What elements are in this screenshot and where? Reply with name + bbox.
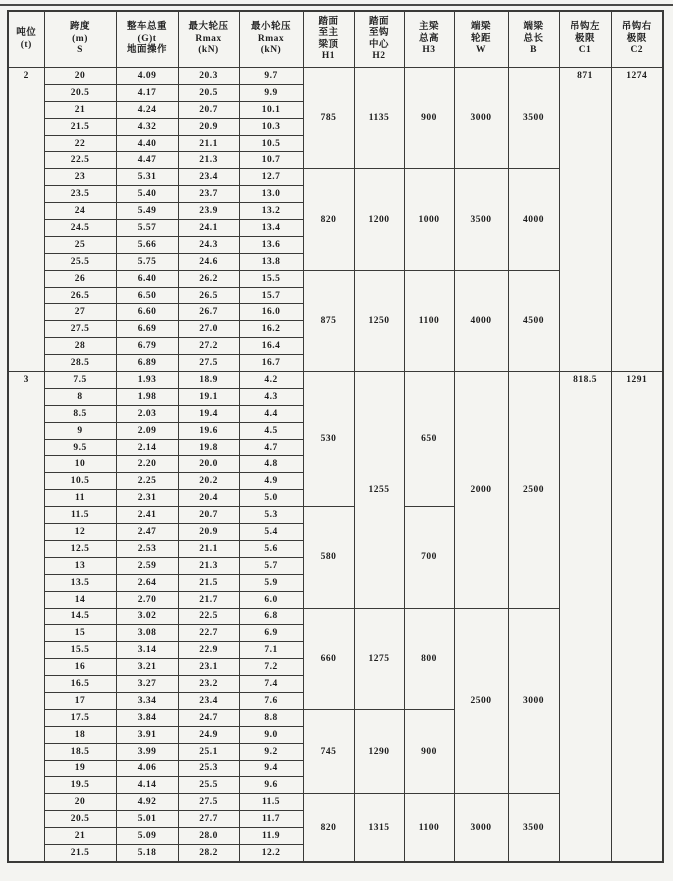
- cell-c1: 871: [559, 68, 611, 372]
- cell-span: 16: [44, 659, 116, 676]
- cell-rmax: 22.5: [178, 608, 239, 625]
- cell-span: 26.5: [44, 287, 116, 304]
- col-header-line: 梁顶: [318, 39, 339, 50]
- cell-b: 2500: [508, 372, 559, 608]
- cell-rmin: 8.8: [239, 709, 303, 726]
- col-header-line: 中心: [368, 39, 389, 50]
- cell-span: 15: [44, 625, 116, 642]
- cell-weight: 4.47: [116, 152, 178, 169]
- col-header-line: 地面操作: [126, 45, 167, 56]
- cell-weight: 2.14: [116, 439, 178, 456]
- cell-span: 21: [44, 828, 116, 845]
- cell-rmax: 23.7: [178, 186, 239, 203]
- cell-span: 24: [44, 203, 116, 220]
- cell-weight: 6.60: [116, 304, 178, 321]
- cell-span: 12: [44, 524, 116, 541]
- cell-rmax: 19.1: [178, 388, 239, 405]
- cell-span: 18: [44, 726, 116, 743]
- cell-weight: 1.93: [116, 372, 178, 389]
- spec-table-header: [8, 11, 663, 68]
- col-header-line: 轮距: [470, 33, 491, 44]
- col-header-total-weight: [116, 11, 178, 68]
- cell-rmax: 27.0: [178, 321, 239, 338]
- cell-h1: 875: [303, 270, 354, 371]
- col-header-span: [44, 11, 116, 68]
- cell-rmax: 25.3: [178, 760, 239, 777]
- cell-h2: 1290: [354, 709, 404, 793]
- cell-rmax: 22.9: [178, 642, 239, 659]
- cell-h1: 745: [303, 709, 354, 793]
- cell-h1: 580: [303, 507, 354, 608]
- cell-weight: 2.53: [116, 540, 178, 557]
- cell-h2: 1255: [354, 372, 404, 608]
- cell-span: 22: [44, 135, 116, 152]
- cell-rmin: 9.4: [239, 760, 303, 777]
- cell-span: 8.5: [44, 405, 116, 422]
- cell-b: 3500: [508, 68, 559, 169]
- cell-weight: 6.50: [116, 287, 178, 304]
- cell-rmin: 11.9: [239, 828, 303, 845]
- cell-span: 22.5: [44, 152, 116, 169]
- col-header-line: C1: [578, 45, 592, 56]
- cell-weight: 3.34: [116, 692, 178, 709]
- header-row: [8, 11, 663, 68]
- cell-weight: 4.06: [116, 760, 178, 777]
- cell-rmin: 7.4: [239, 676, 303, 693]
- col-header-b: [508, 11, 559, 68]
- cell-rmin: 13.2: [239, 203, 303, 220]
- cell-rmax: 20.0: [178, 456, 239, 473]
- cell-span: 25.5: [44, 253, 116, 270]
- cell-rmax: 21.3: [178, 557, 239, 574]
- cell-rmin: 6.0: [239, 591, 303, 608]
- cell-weight: 3.27: [116, 676, 178, 693]
- cell-span: 12.5: [44, 540, 116, 557]
- cell-h1: 785: [303, 68, 354, 169]
- col-header-line: 总高: [418, 33, 439, 44]
- cell-rmin: 5.3: [239, 507, 303, 524]
- cell-span: 17: [44, 692, 116, 709]
- cell-rmax: 23.2: [178, 676, 239, 693]
- cell-h2: 1200: [354, 169, 404, 270]
- cell-rmin: 4.9: [239, 473, 303, 490]
- col-header-line: (G)t: [137, 33, 157, 44]
- cell-span: 15.5: [44, 642, 116, 659]
- cell-weight: 5.40: [116, 186, 178, 203]
- cell-h3: 1100: [404, 794, 454, 862]
- cell-w: 3500: [454, 169, 508, 270]
- col-header-line: H3: [422, 45, 436, 56]
- cell-h2: 1275: [354, 608, 404, 709]
- cell-weight: 6.40: [116, 270, 178, 287]
- cell-rmin: 10.3: [239, 118, 303, 135]
- cell-weight: 5.57: [116, 220, 178, 237]
- cell-rmax: 20.3: [178, 68, 239, 85]
- cell-weight: 6.69: [116, 321, 178, 338]
- cell-rmax: 20.9: [178, 524, 239, 541]
- cell-rmin: 4.7: [239, 439, 303, 456]
- cell-weight: 2.20: [116, 456, 178, 473]
- col-header-w: [454, 11, 508, 68]
- cell-rmin: 4.4: [239, 405, 303, 422]
- cell-rmin: 7.1: [239, 642, 303, 659]
- col-header-line: 踏面: [318, 16, 339, 27]
- cell-rmin: 6.8: [239, 608, 303, 625]
- cell-weight: 4.40: [116, 135, 178, 152]
- cell-w: 2500: [454, 608, 508, 794]
- col-header-line: 极限: [574, 33, 595, 44]
- cell-span: 13.5: [44, 574, 116, 591]
- col-header-line: 端梁: [523, 22, 544, 33]
- cell-rmax: 19.8: [178, 439, 239, 456]
- cell-span: 23.5: [44, 186, 116, 203]
- col-header-line: 吊钩左: [569, 22, 600, 33]
- cell-weight: 4.24: [116, 101, 178, 118]
- cell-weight: 2.59: [116, 557, 178, 574]
- cell-weight: 4.92: [116, 794, 178, 811]
- col-header-line: B: [530, 45, 537, 56]
- col-header-line: 跨度: [69, 22, 90, 33]
- cell-rmin: 13.6: [239, 236, 303, 253]
- col-header-max-wheel-load: [178, 11, 239, 68]
- cell-rmax: 23.1: [178, 659, 239, 676]
- cell-span: 14: [44, 591, 116, 608]
- cell-rmin: 5.4: [239, 524, 303, 541]
- col-header-line: S: [77, 45, 83, 56]
- col-header-line: 踏面: [368, 16, 389, 27]
- cell-rmin: 4.8: [239, 456, 303, 473]
- cell-rmax: 20.2: [178, 473, 239, 490]
- cell-rmax: 23.4: [178, 692, 239, 709]
- cell-span: 10: [44, 456, 116, 473]
- cell-h3: 900: [404, 68, 454, 169]
- cell-rmax: 27.5: [178, 794, 239, 811]
- cell-tonnage: 3: [8, 372, 44, 862]
- cell-rmax: 21.5: [178, 574, 239, 591]
- cell-weight: 3.02: [116, 608, 178, 625]
- cell-span: 20: [44, 794, 116, 811]
- table-row: [8, 68, 663, 85]
- cell-h1: 660: [303, 608, 354, 709]
- col-header-tonnage: [8, 11, 44, 68]
- cell-c1: 818.5: [559, 372, 611, 862]
- cell-w: 2000: [454, 372, 508, 608]
- col-header-line: W: [476, 45, 486, 56]
- col-header-line: 吊钩右: [621, 22, 652, 33]
- table-row: [8, 372, 663, 389]
- cell-rmin: 5.7: [239, 557, 303, 574]
- cell-rmax: 27.7: [178, 811, 239, 828]
- cell-b: 3000: [508, 608, 559, 794]
- cell-span: 14.5: [44, 608, 116, 625]
- cell-span: 26: [44, 270, 116, 287]
- col-header-h3: [404, 11, 454, 68]
- cell-weight: 3.21: [116, 659, 178, 676]
- cell-rmin: 11.7: [239, 811, 303, 828]
- cell-rmin: 15.5: [239, 270, 303, 287]
- cell-rmin: 10.7: [239, 152, 303, 169]
- cell-w: 4000: [454, 270, 508, 371]
- cell-weight: 5.09: [116, 828, 178, 845]
- cell-rmax: 28.2: [178, 844, 239, 861]
- cell-span: 11: [44, 490, 116, 507]
- col-header-line: Rmax: [257, 33, 285, 44]
- cell-span: 13: [44, 557, 116, 574]
- cell-weight: 2.03: [116, 405, 178, 422]
- cell-c2: 1274: [611, 68, 663, 372]
- cell-b: 4000: [508, 169, 559, 270]
- cell-weight: 5.01: [116, 811, 178, 828]
- cell-rmax: 24.3: [178, 236, 239, 253]
- cell-weight: 2.70: [116, 591, 178, 608]
- cell-rmin: 9.0: [239, 726, 303, 743]
- cell-rmax: 20.5: [178, 84, 239, 101]
- cell-weight: 4.32: [116, 118, 178, 135]
- col-header-line: 吨位: [16, 28, 37, 38]
- cell-rmin: 9.2: [239, 743, 303, 760]
- cell-rmin: 12.2: [239, 844, 303, 861]
- cell-h1: 820: [303, 169, 354, 270]
- cell-span: 9: [44, 422, 116, 439]
- cell-rmax: 21.1: [178, 135, 239, 152]
- cell-weight: 3.14: [116, 642, 178, 659]
- cell-rmax: 19.6: [178, 422, 239, 439]
- cell-rmin: 6.9: [239, 625, 303, 642]
- cell-span: 27.5: [44, 321, 116, 338]
- cell-weight: 3.99: [116, 743, 178, 760]
- cell-span: 27: [44, 304, 116, 321]
- cell-span: 7.5: [44, 372, 116, 389]
- cell-rmin: 4.5: [239, 422, 303, 439]
- col-header-line: (t): [20, 39, 32, 50]
- cell-rmin: 7.6: [239, 692, 303, 709]
- cell-span: 19.5: [44, 777, 116, 794]
- cell-rmin: 12.7: [239, 169, 303, 186]
- cell-h3: 650: [404, 372, 454, 507]
- cell-span: 28: [44, 338, 116, 355]
- cell-b: 4500: [508, 270, 559, 371]
- cell-weight: 5.66: [116, 236, 178, 253]
- cell-rmax: 24.9: [178, 726, 239, 743]
- col-header-min-wheel-load: [239, 11, 303, 68]
- cell-rmax: 26.5: [178, 287, 239, 304]
- cell-rmin: 16.2: [239, 321, 303, 338]
- cell-span: 20: [44, 68, 116, 85]
- cell-rmin: 9.6: [239, 777, 303, 794]
- col-header-line: 最小轮压: [250, 22, 291, 33]
- cell-rmax: 26.7: [178, 304, 239, 321]
- cell-rmax: 27.5: [178, 355, 239, 372]
- cell-weight: 2.64: [116, 574, 178, 591]
- col-header-line: C2: [630, 45, 644, 56]
- col-header-c2: [611, 11, 663, 68]
- cell-rmax: 23.9: [178, 203, 239, 220]
- cell-weight: 1.98: [116, 388, 178, 405]
- cell-weight: 2.41: [116, 507, 178, 524]
- cell-weight: 6.79: [116, 338, 178, 355]
- cell-h3: 1000: [404, 169, 454, 270]
- cell-rmax: 27.2: [178, 338, 239, 355]
- col-header-line: 最大轮压: [188, 22, 229, 33]
- cell-rmin: 11.5: [239, 794, 303, 811]
- col-header-line: H1: [321, 51, 336, 61]
- cell-weight: 5.18: [116, 844, 178, 861]
- cell-weight: 5.75: [116, 253, 178, 270]
- cell-span: 8: [44, 388, 116, 405]
- cell-weight: 4.09: [116, 68, 178, 85]
- col-header-line: 主梁: [418, 22, 439, 33]
- cell-rmax: 21.3: [178, 152, 239, 169]
- cell-rmin: 16.4: [239, 338, 303, 355]
- cell-span: 20.5: [44, 84, 116, 101]
- cell-rmin: 13.0: [239, 186, 303, 203]
- cell-rmax: 24.6: [178, 253, 239, 270]
- cell-weight: 2.09: [116, 422, 178, 439]
- cell-weight: 3.08: [116, 625, 178, 642]
- cell-rmax: 22.7: [178, 625, 239, 642]
- cell-rmax: 21.1: [178, 540, 239, 557]
- col-header-line: 端梁: [470, 22, 491, 33]
- cell-rmin: 13.4: [239, 220, 303, 237]
- cell-rmax: 20.4: [178, 490, 239, 507]
- cell-h3: 1100: [404, 270, 454, 371]
- cell-tonnage: 2: [8, 68, 44, 372]
- cell-weight: 4.14: [116, 777, 178, 794]
- cell-rmin: 4.3: [239, 388, 303, 405]
- cell-h3: 700: [404, 507, 454, 608]
- cell-span: 21: [44, 101, 116, 118]
- cell-rmax: 20.7: [178, 101, 239, 118]
- cell-weight: 3.84: [116, 709, 178, 726]
- cell-h2: 1135: [354, 68, 404, 169]
- col-header-line: 至钩: [368, 28, 389, 38]
- cell-span: 10.5: [44, 473, 116, 490]
- cell-weight: 5.31: [116, 169, 178, 186]
- cell-rmax: 20.9: [178, 118, 239, 135]
- col-header-h1: [303, 11, 354, 68]
- col-header-line: Rmax: [195, 33, 222, 44]
- cell-rmin: 9.7: [239, 68, 303, 85]
- cell-weight: 2.47: [116, 524, 178, 541]
- cell-rmin: 10.5: [239, 135, 303, 152]
- cell-h1: 820: [303, 794, 354, 862]
- cell-weight: 3.91: [116, 726, 178, 743]
- cell-span: 20.5: [44, 811, 116, 828]
- cell-w: 3000: [454, 68, 508, 169]
- col-header-c1: [559, 11, 611, 68]
- cell-rmax: 19.4: [178, 405, 239, 422]
- col-header-line: 至主: [318, 28, 339, 38]
- cell-rmax: 25.5: [178, 777, 239, 794]
- cell-span: 11.5: [44, 507, 116, 524]
- cell-span: 21.5: [44, 118, 116, 135]
- cell-rmin: 5.9: [239, 574, 303, 591]
- cell-span: 9.5: [44, 439, 116, 456]
- col-header-line: (kN): [198, 45, 219, 56]
- cell-rmin: 9.9: [239, 84, 303, 101]
- cell-rmax: 20.7: [178, 507, 239, 524]
- cell-rmin: 16.0: [239, 304, 303, 321]
- col-header-h2: [354, 11, 404, 68]
- cell-h2: 1250: [354, 270, 404, 371]
- cell-rmin: 15.7: [239, 287, 303, 304]
- cell-rmin: 13.8: [239, 253, 303, 270]
- cell-rmax: 26.2: [178, 270, 239, 287]
- cell-weight: 6.89: [116, 355, 178, 372]
- cell-span: 25: [44, 236, 116, 253]
- col-header-line: H2: [372, 51, 386, 61]
- col-header-line: 总长: [523, 33, 544, 44]
- cell-w: 3000: [454, 794, 508, 862]
- col-header-line: (m): [72, 33, 88, 44]
- cell-span: 28.5: [44, 355, 116, 372]
- cell-rmax: 18.9: [178, 372, 239, 389]
- col-header-line: 整车总重: [126, 22, 167, 33]
- cell-weight: 2.25: [116, 473, 178, 490]
- cell-rmax: 23.4: [178, 169, 239, 186]
- cell-rmax: 24.1: [178, 220, 239, 237]
- cell-span: 23: [44, 169, 116, 186]
- cell-rmin: 7.2: [239, 659, 303, 676]
- cell-b: 3500: [508, 794, 559, 862]
- cell-weight: 2.31: [116, 490, 178, 507]
- cell-rmin: 4.2: [239, 372, 303, 389]
- cell-span: 18.5: [44, 743, 116, 760]
- col-header-line: 极限: [626, 33, 647, 44]
- spec-table: [7, 10, 664, 863]
- cell-rmin: 10.1: [239, 101, 303, 118]
- cell-h1: 530: [303, 372, 354, 507]
- cell-span: 17.5: [44, 709, 116, 726]
- cell-rmin: 5.6: [239, 540, 303, 557]
- cell-rmax: 25.1: [178, 743, 239, 760]
- cell-c2: 1291: [611, 372, 663, 862]
- cell-span: 19: [44, 760, 116, 777]
- cell-weight: 4.17: [116, 84, 178, 101]
- cell-h2: 1315: [354, 794, 404, 862]
- cell-span: 21.5: [44, 844, 116, 861]
- cell-span: 16.5: [44, 676, 116, 693]
- cell-rmax: 24.7: [178, 709, 239, 726]
- cell-weight: 5.49: [116, 203, 178, 220]
- spec-table-body: [8, 68, 663, 862]
- cell-rmin: 16.7: [239, 355, 303, 372]
- cell-rmax: 21.7: [178, 591, 239, 608]
- cell-rmin: 5.0: [239, 490, 303, 507]
- cell-span: 24.5: [44, 220, 116, 237]
- top-rule: [0, 4, 673, 6]
- cell-h3: 800: [404, 608, 454, 709]
- cell-h3: 900: [404, 709, 454, 793]
- col-header-line: (kN): [260, 45, 282, 56]
- cell-rmax: 28.0: [178, 828, 239, 845]
